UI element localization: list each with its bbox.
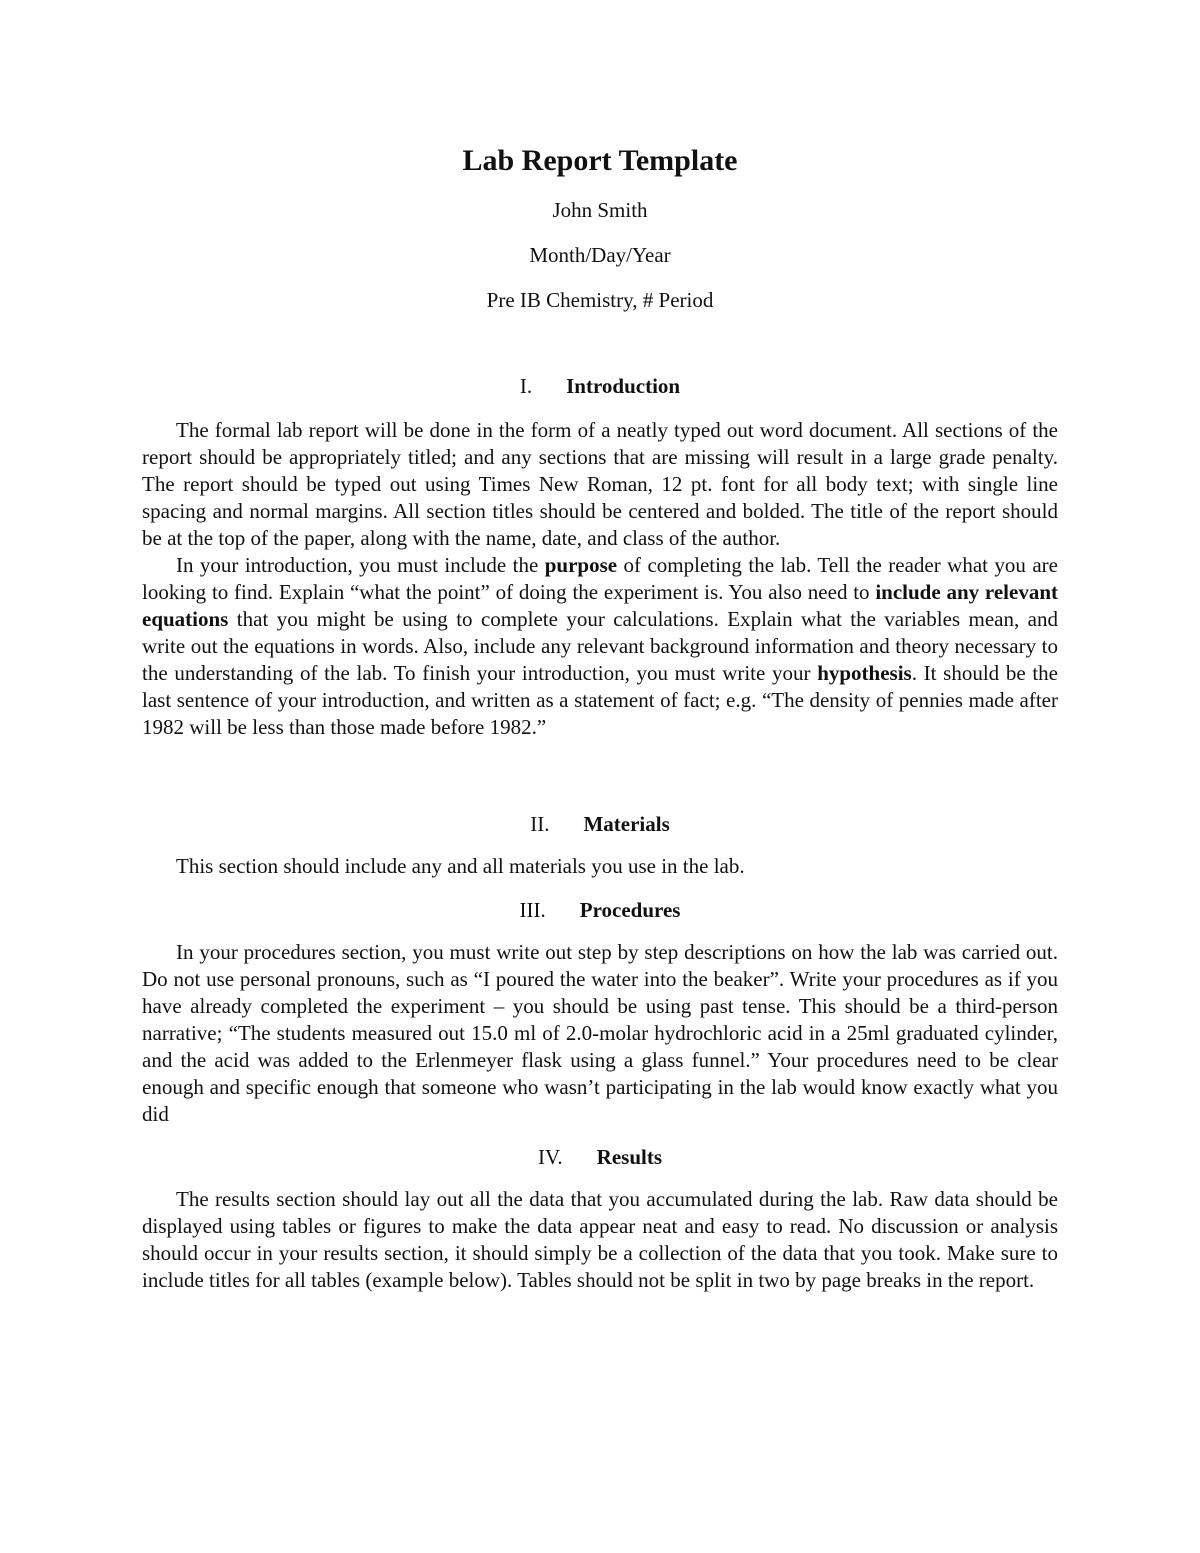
emphasis-equations: include any relevant equations	[142, 580, 1058, 631]
section-number: I.	[519, 374, 533, 398]
report-date: Month/Day/Year	[529, 243, 671, 267]
introduction-paragraph-2	[142, 552, 1058, 741]
introduction-body	[142, 417, 1058, 741]
section-heading-introduction	[0, 372, 1200, 400]
section-heading-procedures	[0, 896, 1200, 924]
class-period: Pre IB Chemistry, # Period	[486, 288, 714, 312]
section-number: II.	[530, 812, 550, 836]
emphasis-hypothesis: hypothesis	[817, 661, 912, 685]
emphasis-purpose: purpose	[544, 553, 618, 577]
section-number: III.	[519, 898, 546, 922]
introduction-paragraph-1: The formal lab report will be done in the form of a neatly typed out word document. All sections of the report should be appropriately titled; and any sections that are missing will result in a large grade penalty. The report should be typed out using Times New Roman, 12 pt. font for all body text; with single line spacing and normal margins. All section titles should be centered and bolded. The title of the report should be at the top of the paper, along with the name, date, and class of the author.	[142, 418, 1058, 550]
section-title: Results	[596, 1145, 663, 1169]
section-title: Procedures	[579, 898, 681, 922]
materials-body	[142, 853, 1058, 880]
section-heading-results	[0, 1143, 1200, 1171]
section-heading-materials	[0, 810, 1200, 838]
materials-paragraph-1: This section should include any and all materials you use in the lab.	[176, 854, 745, 878]
section-number: IV.	[537, 1145, 563, 1169]
results-paragraph-1: The results section should lay out all the data that you accumulated during the lab. Raw data should be displayed using tables or figures to make the data appear neat and easy to read. No discussion or analysis should occur in your results section, it should simply be a collection of the data that you took. Make sure to include titles for all tables (example below). Tables should not be split in two by page breaks in the report.	[142, 1187, 1058, 1292]
author-name: John Smith	[552, 198, 648, 222]
paragraph-text: that you might be using to complete your calculations. Explain what the variables mean, and write out the equations in words. Also, include any relevant background information and theory necessary to the understanding of the lab. To finish your introduction, you must write your	[142, 607, 1058, 685]
section-title: Materials	[583, 812, 670, 836]
paragraph-text: In your introduction, you must include the	[176, 553, 545, 577]
procedures-paragraph-1: In your procedures section, you must write out step by step descriptions on how the lab was carried out. Do not use personal pronouns, such as “I poured the water into the beaker”. Write your procedures as if you have already completed the experiment – you should be using past tense. This should be a third-person narrative; “The students measured out 15.0 ml of 2.0-molar hydrochloric acid in a 25ml graduated cylinder, and the acid was added to the Erlenmeyer flask using a glass funnel.” Your procedures need to be clear enough and specific enough that someone who wasn’t participating in the lab would know exactly what you did	[142, 940, 1058, 1126]
procedures-body	[142, 939, 1058, 1128]
paragraph-text: of completing the lab. Tell the reader what you are looking to find. Explain “what the point” of doing the experiment is. You also need to	[142, 553, 1058, 604]
paragraph-text: . It should be the last sentence of your introduction, and written as a statement of fact; e.g. “The density of pennies made after 1982 will be less than those made before 1982.”	[142, 661, 1058, 739]
results-body	[142, 1186, 1058, 1294]
document-title: Lab Report Template	[462, 144, 738, 177]
section-title: Introduction	[566, 374, 681, 398]
